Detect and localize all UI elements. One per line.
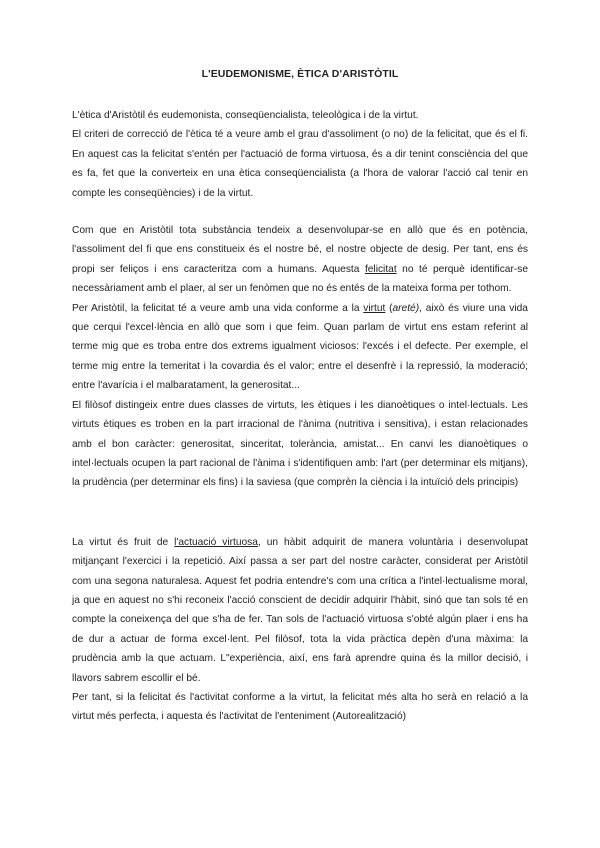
paragraph-criteri: El criteri de correcció de l'ètica té a veure amb el grau d'assoliment (o no) de la felicitat, que és el fi. En aquest cas la felicitat s'entén per l'actuació de forma virtuosa, és a dir tenint consciència del que es fa, fet que la converteix en una ètica conseqüencialista (a l'hora de valorar l'acció cal tenir en compte les conseqüències) i de la virtut. [72, 129, 528, 199]
paragraph-intro: L'ètica d'Aristòtil és eudemonista, conseqüencialista, teleològica i de la virtut. [72, 110, 419, 121]
arete-term: areté) [392, 302, 420, 314]
spacer [72, 493, 528, 533]
paragraph-actuacio: La virtut és fruit de l'actuació virtuosa, un hàbit adquirit de manera voluntària i desenvolupat mitjançant l'exercici i la repetició. Així passa a ser part del nostre caràcter, considerat per Aristòtil com una segona naturalesa. Aquest fet podria entendre's com una crítica a l'intel·lectualisme moral, ja que en aquest no s'hi reconeix l'acció conscient de decidir adquirir l'hàbit, sinó que tan sols té en compte la coneixença del que s'ha de fer. Tan sols de l'actuació virtuosa s'obté algún plaer i ens ha de dur a actuar de forma excel·lent. Pel filòsof, tota la vida pràctica depèn d'una màxima: la prudència amb la que actuam. L"experiència, així, ens farà aprendre quina és la millor decisió, i llavors sabrem escollir el bé. [72, 536, 529, 684]
document-page [72, 68, 528, 727]
spacer [72, 203, 528, 221]
document-title: L'EUDEMONISME, ÈTICA D'ARISTÒTIL [201, 68, 399, 80]
felicitat-term: felicitat [364, 263, 397, 275]
actuacio-virtuosa-term: l'actuació virtuosa [174, 536, 258, 548]
paragraph-conclusio: Per tant, si la felicitat és l'activitat conforme a la virtut, la felicitat més alta ho serà en relació a la virtut més perfecta, i aquesta és l'activitat de l'enteniment (Autorealització) [72, 691, 528, 723]
paragraph-substancia: Com que en Aristòtil tota substància tendeix a desenvolupar-se en allò que és en potència, l'assoliment del fi que ens constitueix és el nostre bé, el nostre objecte de desig. Per tant, ens és propi ser feliços i ens caracteritza com a humans. Aquesta felicitat no té perquè identificar-se necessàriament amb el plaer, al ser un fenòmen que no és entés de la mateixa forma per tothom. [72, 225, 528, 295]
virtut-term: virtut [363, 302, 386, 314]
paragraph-virtut: Per Aristòtil, la felicitat té a veure amb una vida conforme a la virtut (areté), això és viure una vida que cerqui l'excel·lència en allò que som i que feim. Quan parlam de virtut ens estam referint al terme mig que es troba entre dos extrems igualment viciosos: l'excés i el defecte. Per exemple, el terme mig entre la temeritat i la covardia és el valor; entre el desenfrè i la repressió, la moderació; entre l'avarícia i el malbaratament, la generositat... [72, 302, 528, 392]
paragraph-classes-virtuts: El filòsof distingeix entre dues classes de virtuts, les ètiques i les dianoètiques o intel·lectuals. Les virtuts ètiques es troben en la part irracional de l'ànima (nutritiva i sensitiva), i estan relacionades amb el bon caràcter: generositat, sinceritat, tolerància, amistat... En canvi les dianoètiques o intel·lectuals ocupen la part racional de l'ànima i s'identifiquen amb: l'art (per determinar els mitjans), la prudència (per determinar els fins) i la saviesa (que comprèn la ciència i la intuïció dels principis) [72, 399, 528, 489]
